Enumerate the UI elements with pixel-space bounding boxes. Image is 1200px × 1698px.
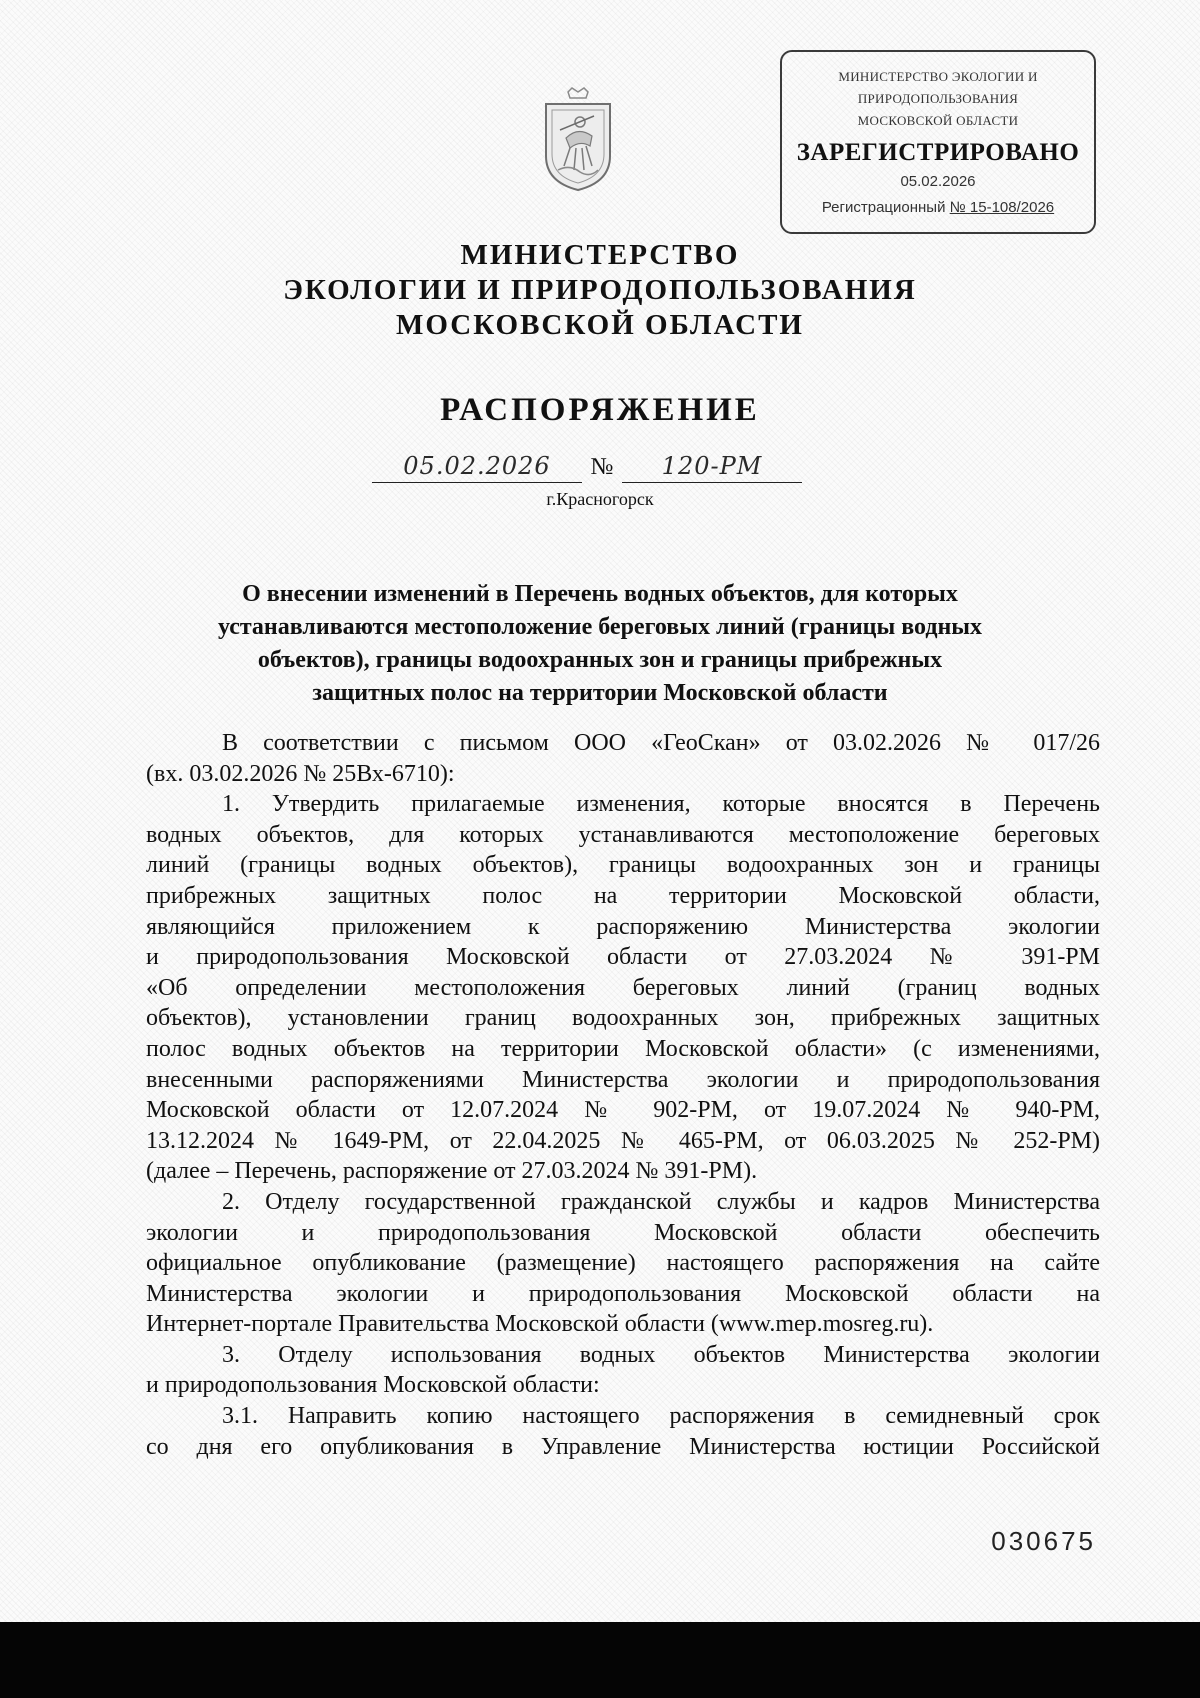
body-line: прибрежных защитных полос на территории Московской области, xyxy=(146,882,1100,909)
ministry-line: МИНИСТЕРСТВО xyxy=(460,239,740,271)
coat-of-arms-emblem xyxy=(540,86,616,192)
body-line: 3. Отделу использования водных объектов Министерства экологии xyxy=(222,1341,1100,1368)
stamp-registration-label: Регистрационный xyxy=(821,199,946,216)
body-line: со дня его опубликования в Управление Министерства юстиции Российской xyxy=(146,1433,1100,1460)
body-line: линий (границы водных объектов), границы водоохранных зон и границы xyxy=(146,852,1100,879)
document-subject xyxy=(150,578,1050,710)
stamp-status: ЗАРЕГИСТРИРОВАНО xyxy=(796,139,1080,166)
document-body xyxy=(146,728,1100,1462)
body-line: внесенными распоряжениями Министерства экологии и природопользования xyxy=(146,1066,1100,1093)
stamp-org-line: МОСКОВСКОЙ ОБЛАСТИ xyxy=(857,113,1019,128)
body-line: объектов), установлении границ водоохранных зон, прибрежных защитных xyxy=(146,1005,1100,1032)
scan-bottom-border xyxy=(0,1622,1200,1698)
body-line: Министерства экологии и природопользования Московской области на xyxy=(146,1280,1100,1307)
body-line: 3.1. Направить копию настоящего распоряжения в семидневный срок xyxy=(222,1403,1100,1430)
order-date-handwritten: 05.02.2026 xyxy=(372,450,582,483)
body-line: официальное опубликование (размещение) настоящего распоряжения на сайте xyxy=(146,1250,1100,1277)
body-line: водных объектов, для которых устанавливаются местоположение береговых xyxy=(146,821,1100,848)
body-line: (вх. 03.02.2026 № 25Вх-6710): xyxy=(146,760,455,787)
subject-line: О внесении изменений в Перечень водных объектов, для которых xyxy=(242,581,958,607)
stamp-date: 05.02.2026 xyxy=(900,173,976,190)
ministry-header xyxy=(0,238,1200,343)
stamp-registration xyxy=(782,198,1094,218)
body-line: Интернет-портале Правительства Московской области (www.mep.mosreg.ru). xyxy=(146,1311,934,1338)
stamp-org-line: ПРИРОДОПОЛЬЗОВАНИЯ xyxy=(857,91,1019,106)
subject-line: защитных полос на территории Московской области xyxy=(312,680,888,706)
body-line: «Об определении местоположения береговых линий (границ водных xyxy=(146,974,1100,1001)
order-date-number-line xyxy=(372,450,802,486)
ministry-line: МОСКОВСКОЙ ОБЛАСТИ xyxy=(395,309,804,341)
subject-line: устанавливаются местоположение береговых линий (границы водных xyxy=(217,614,983,640)
subject-line: объектов), границы водоохранных зон и границы прибрежных xyxy=(257,647,943,673)
registration-stamp xyxy=(780,50,1096,234)
body-line: 13.12.2024 № 1649-РМ, от 22.04.2025 № 465-РМ, от 06.03.2025 № 252-РМ) xyxy=(146,1127,1100,1154)
body-line: 1. Утвердить прилагаемые изменения, которые вносятся в Перечень xyxy=(222,791,1100,818)
body-line: и природопользования Московской области: xyxy=(146,1372,600,1399)
body-line: полос водных объектов на территории Московской области» (с изменениями, xyxy=(146,1035,1100,1062)
body-line: экологии и природопользования Московской области обеспечить xyxy=(146,1219,1100,1246)
document-code: 030675 xyxy=(991,1526,1096,1556)
ministry-line: ЭКОЛОГИИ И ПРИРОДОПОЛЬЗОВАНИЯ xyxy=(283,274,917,306)
document-type: РАСПОРЯЖЕНИЕ xyxy=(440,392,760,428)
stamp-org-line: МИНИСТЕРСТВО ЭКОЛОГИИ И xyxy=(838,69,1038,84)
order-number-label: № xyxy=(590,454,614,480)
body-line: Московской области от 12.07.2024 № 902-РМ, от 19.07.2024 № 940-РМ, xyxy=(146,1097,1100,1124)
stamp-organization xyxy=(813,66,1063,132)
body-line: (далее – Перечень, распоряжение от 27.03.2024 № 391-РМ). xyxy=(146,1158,758,1185)
order-number-handwritten: 120-РМ xyxy=(622,450,802,483)
body-line: В соответствии с письмом ООО «ГеоСкан» от 03.02.2026 № 017/26 xyxy=(222,730,1100,756)
body-line: 2. Отделу государственной гражданской службы и кадров Министерства xyxy=(222,1188,1100,1215)
stamp-registration-number: № 15-108/2026 xyxy=(949,199,1055,216)
body-line: и природопользования Московской области от 27.03.2024 № 391-РМ xyxy=(146,944,1100,971)
body-line: являющийся приложением к распоряжению Министерства экологии xyxy=(146,913,1100,940)
city: г.Красногорск xyxy=(546,489,654,509)
